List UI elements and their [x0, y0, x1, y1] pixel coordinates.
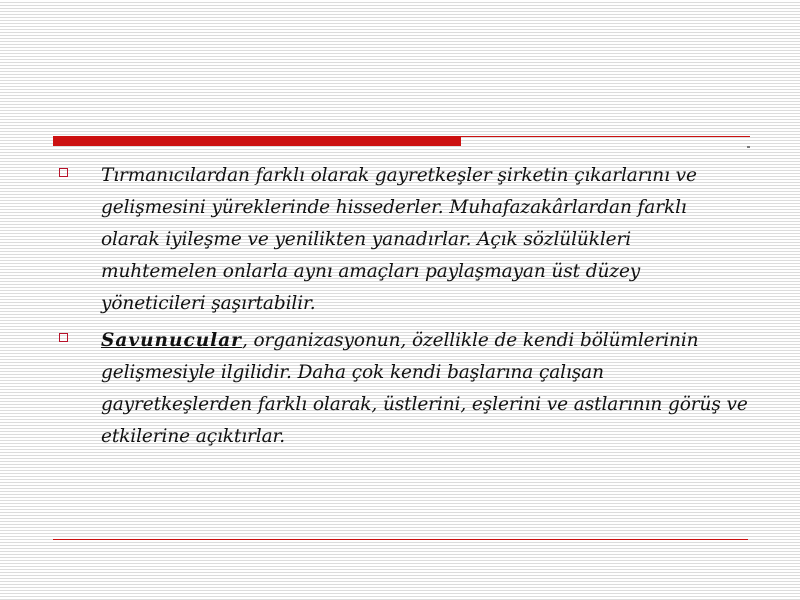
list-item	[58, 160, 748, 320]
bullet-text	[101, 325, 748, 453]
hollow-square-bullet-icon	[59, 168, 68, 177]
top-divider-accent-bar	[53, 137, 461, 146]
bullet-body-text: , organizasyonun, özellikle de kendi bölümlerinin gelişmesiyle ilgilidir. Daha çok kendi başlarına çalışan gayretkeşlerden farklı olarak, üstlerini, eşlerini ve astlarının görüş ve etkilerine açıktırlar.	[101, 330, 748, 447]
hollow-square-bullet-icon	[59, 333, 68, 342]
divider-end-mark	[747, 146, 750, 148]
bullet-list	[58, 160, 748, 458]
bottom-divider-line	[53, 539, 748, 540]
bullet-text: Tırmanıcılardan farklı olarak gayretkeşler şirketin çıkarlarını ve gelişmesini yüreklerinde hissederler. Muhafazakârlardan farklı olarak iyileşme ve yenilikten yanadırlar. Açık sözlülükleri muhtemelen onlarla aynı amaçları paylaşmayan üst düzey yöneticileri şaşırtabilir.	[101, 165, 697, 314]
list-item	[58, 325, 748, 453]
term-savunucular: Savunucular	[101, 330, 242, 351]
